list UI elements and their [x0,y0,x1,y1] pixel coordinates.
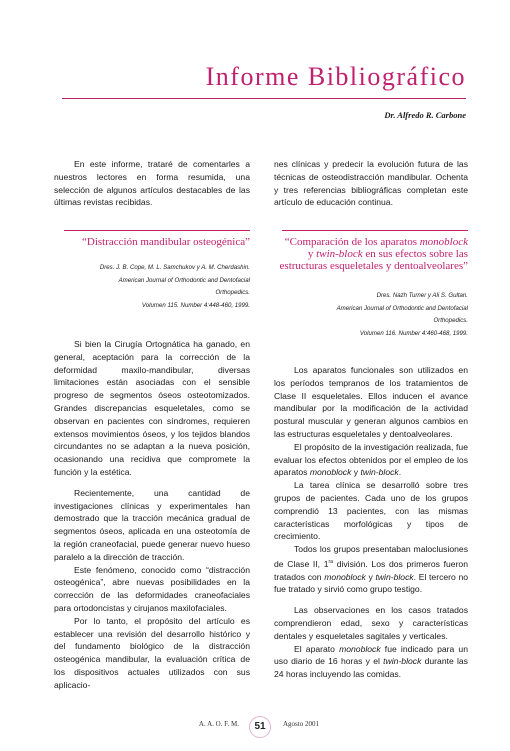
article2-volume: Volumen 116. Number 4:460-468, 1999. [359,329,468,337]
article2-paragraph: El propósito de la investigación realizada, fue evaluar los efectos obtenidos por el empleo de los aparatos monoblock y twin-block. [274,441,468,478]
article1-authors: Dres. J. B. Cope, M. L. Samchukov y A. M. Cherdashin. [99,264,250,271]
author-byline: Dr. Alfredo R. Carbone [384,110,466,120]
page-title: Informe Bibliográfico [205,62,466,91]
article1-title: “Distracción mandibular osteogénica” [82,236,250,248]
article2-rule [282,230,468,231]
intro-right [274,158,468,209]
article2-paragraph: Los aparatos funcionales son utilizados en los períodos tempranos de los tratamientos de Clase II esqueletales. Ellos inducen el avance mandibular por la modificación de la actividad postural muscular y generan algunos cambios en las estructuras esqueletales y dentoalveolares. [274,365,468,439]
page-footer [0,716,510,736]
article1-body [54,338,250,692]
article2-journal-line1: American Journal of Orthodontic and Dentofacial [336,304,468,312]
article2-paragraph: Todos los grupos presentaban maloclusiones de Clase II, $1^{ra}$ división. Los dos primeros fueron tratados con monoblock y twin-block. El tercero no fue tratado y sirvió como grupo testigo. [274,544,469,595]
article1-paragraph: Si bien la Cirugía Ortognática ha ganado, en general, aceptación para la corrección de la deformidad maxilo-mandibular, diversas limitaciones están asociadas con el sensible progreso de segmentos óseos osteotomizados. Grandes discrepancias esqueletales, como se observan en pacientes con síndromes, requieren extensos movimientos óseos, y los tejidos blandos circundantes no se adaptan a la nueva posición, ocasionando una recidiva que compromete la función y la estética. [54,339,250,477]
article2-paragraph: El aparato monoblock fue indicado para un uso diario de 16 horas y el twin-block durante las 24 horas incluyendo las comidas. [274,643,468,680]
article1-paragraph: Recientemente, una cantidad de investigaciones clínicas y experimentales han demostrado que la tracción mecánica gradual de segmentos óseos, aplicada en una osteotomía de la región craneofacial, puede generar nuevo hueso paralelo a la dirección de tracción. [54,487,250,562]
article2-title: “Comparación de los aparatos monoblock y twin-block en sus efectos sobre las estructuras esqueletales y dentoalveolares” [279,236,468,272]
article1-reference [50,262,250,312]
article1-paragraph: Por lo tanto, el propósito del artículo es establecer una revisión del desarrollo histórico y del fundamento biológico de la distracción osteogénica mandibular, la evaluación crítica de los dispositivos actuales utilizados con sus aplicacio- [54,615,250,690]
article1-journal-line1: American Journal of Orthodontic and Dentofacial [118,276,250,284]
article1-journal-line2: Orthopedics. [215,289,250,297]
footer-date: Agosto 2001 [283,720,319,728]
intro-left [54,158,250,209]
article2-authors: Dres. Nazh Turner y Ali S. Gultan. [376,292,468,299]
article2-paragraph: Las observaciones en los casos tratados comprendieron edad, sexo y características dentales y esqueletales sagitales y verticales. [274,605,468,641]
article2-journal-line2: Orthopedics. [433,317,468,325]
footer-journal: A. A. O. F. M. [198,720,239,728]
article1-rule [64,230,250,231]
article2-paragraph: La tarea clínica se desarrolló sobre tres grupos de pacientes. Cada uno de los grupos comprendió 13 pacientes, con las mismas características morfológicas y tipos de crecimiento. [274,480,468,542]
article1-volume: Volumen 115. Number 4:448-460, 1999. [141,301,250,309]
title-rule [62,98,466,99]
intro-right-text: nes clínicas y predecir la evolución futura de las técnicas de osteodistracción mandibular. Ochenta y tres referencias bibliográficas completan este artículo de educación continua. [274,159,468,208]
article2-body [274,364,468,681]
page-number: 51 [249,716,271,738]
intro-left-text: En este informe, trataré de comentarles a nuestros lectores en forma resumida, una selección de algunos artículos destacables de las últimas revistas recibidas. [54,159,250,208]
article2-reference [248,290,468,340]
article1-paragraph: Este fenómeno, conocido como “distracción osteogénica”, abre nuevas posibilidades en la corrección de las deformidades craneofaciales para ortodoncistas y cirujanos maxilofaciales. [54,564,250,613]
